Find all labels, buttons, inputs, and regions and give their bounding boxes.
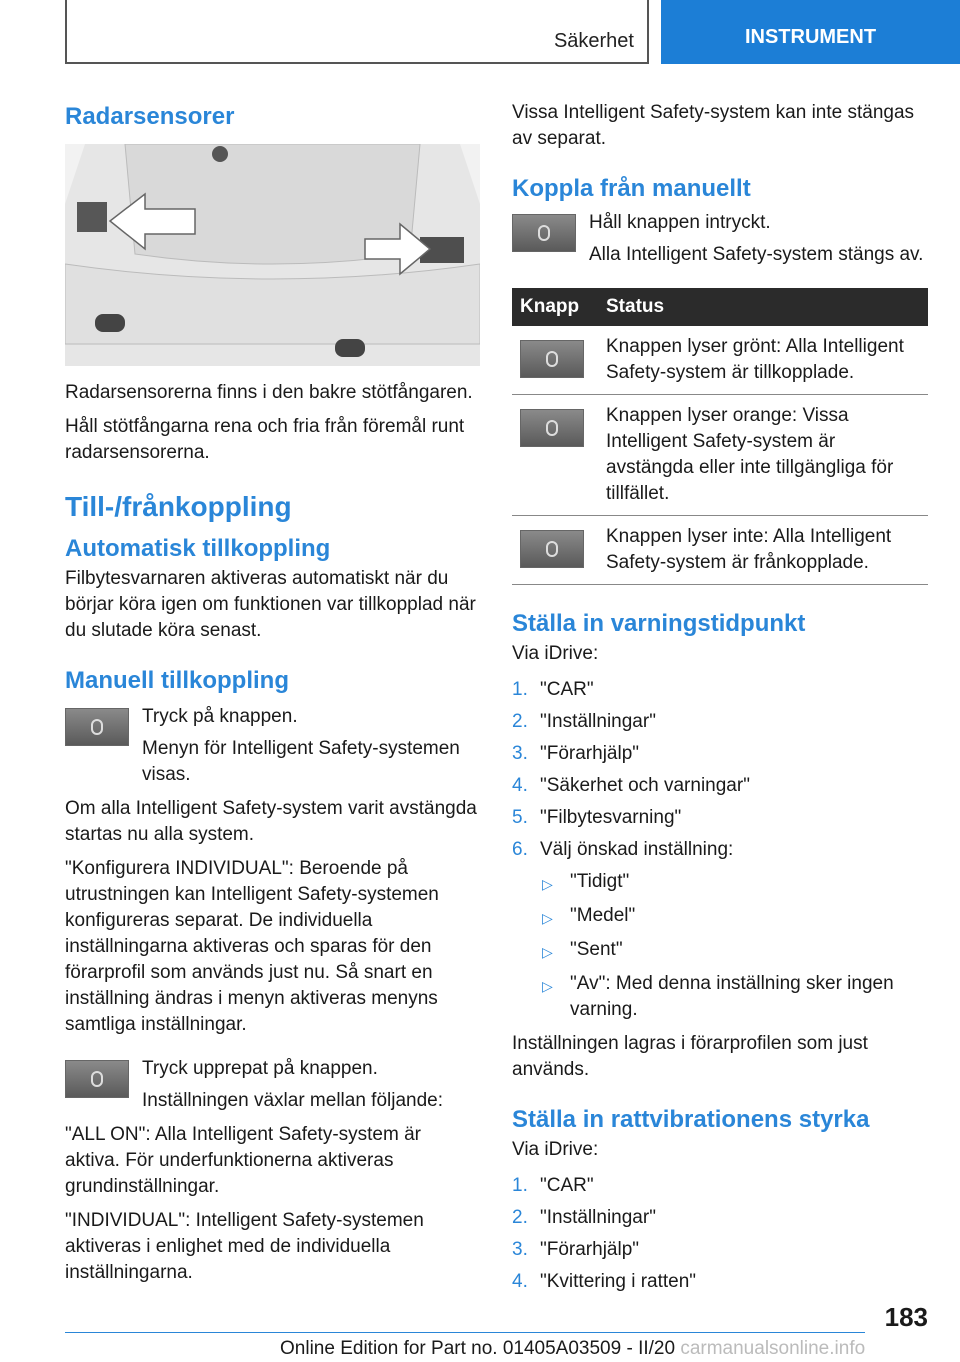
- list-item: 3. "Förarhjälp": [512, 1239, 640, 1260]
- heading-warning-time: Ställa in varningstidpunkt: [512, 610, 806, 637]
- page-number: 183: [884, 1302, 928, 1332]
- all-on-text: "ALL ON": Alla Intelligent Safety-system är aktiva. För underfunktionerna aktiveras grundinställningar.: [65, 1124, 421, 1197]
- triangle-bullet-icon: ▷: [542, 876, 553, 892]
- list-item: 5. "Filbytesvarning": [512, 807, 682, 828]
- heading-till-frankoppling: Till-/frånkoppling: [65, 491, 292, 522]
- list-item: ▷ "Av": Med denna inställning sker ingen varning.: [512, 971, 928, 1023]
- button-instruction-2: [65, 1056, 480, 1114]
- button-off-icon: [520, 530, 584, 568]
- list-item: 1. "CAR": [512, 1175, 594, 1196]
- status-table: [512, 288, 928, 585]
- off-line1: Håll knappen intryckt.: [589, 212, 771, 233]
- edition-text: Online Edition for Part no. 01405A03509 - II/20: [280, 1338, 676, 1359]
- via-idrive-2: Via iDrive:: [512, 1139, 599, 1160]
- list-item: 1. "CAR": [512, 679, 594, 700]
- triangle-bullet-icon: ▷: [542, 910, 553, 926]
- btn1-line1: Tryck på knappen.: [142, 706, 298, 727]
- triangle-bullet-icon: ▷: [542, 978, 553, 994]
- footer-edition: [280, 1338, 865, 1360]
- col-header-status: Status: [598, 288, 928, 326]
- list-item: 6. Välj önskad inställning:: [512, 839, 734, 860]
- all-off-text: Om alla Intelligent Safety-system varit avstängda startas nu alla system.: [65, 798, 477, 845]
- list-item: 4. "Kvittering i ratten": [512, 1271, 697, 1292]
- safety-button-icon: [512, 214, 576, 252]
- status-cell: Knappen lyser inte: Alla Intelligent Safety-system är frånkopplade.: [598, 516, 928, 585]
- steps-vibration: [512, 1173, 928, 1295]
- section-label: Säkerhet: [553, 30, 634, 52]
- col-header-button: Knapp: [512, 288, 598, 326]
- saved-text: Inställningen lagras i förarprofilen som just används.: [512, 1033, 868, 1080]
- button-instruction-1: [65, 704, 480, 788]
- watermark: carmanualsonline.info: [680, 1338, 866, 1359]
- heading-manual-off: Koppla från manuellt: [512, 175, 751, 202]
- btn2-line2: Inställningen växlar mellan följande:: [142, 1090, 444, 1111]
- radar-sensor-photo: [65, 144, 480, 366]
- table-row: [512, 395, 928, 516]
- btn2-line1: Tryck upprepat på knappen.: [142, 1058, 378, 1079]
- list-item: 3. "Förarhjälp": [512, 743, 640, 764]
- button-instruction-off: [512, 210, 928, 268]
- list-item: 2. "Inställningar": [512, 711, 656, 732]
- table-row: [512, 516, 928, 585]
- list-item: 2. "Inställningar": [512, 1207, 656, 1228]
- list-item: ▷ "Sent": [512, 937, 928, 965]
- heading-radar: Radarsensorer: [65, 103, 235, 130]
- chapter-tab[interactable]: INSTRUMENT: [661, 0, 960, 64]
- footer-divider: [65, 1332, 865, 1333]
- triangle-bullet-icon: ▷: [542, 944, 553, 960]
- individual-text: "INDIVIDUAL": Intelligent Safety-systemen aktiveras i enlighet med de individuella inställningarna.: [65, 1210, 424, 1283]
- table-row: [512, 326, 928, 395]
- button-orange-icon: [520, 409, 584, 447]
- button-green-icon: [520, 340, 584, 378]
- status-cell: Knappen lyser orange: Vissa Intelligent Safety-system är avstängda eller inte tillgängliga för tillfället.: [598, 395, 928, 516]
- config-text: "Konfigurera INDIVIDUAL": Beroende på utrustningen kan Intelligent Safety-systemen konfigureras separat. De individuella inställningarna aktiveras och sparas för den förarprofil som används just nu. Så snart en inställning ändras i menyn aktiveras menyns samtliga inställningar.: [65, 858, 439, 1035]
- heading-manual: Manuell tillkoppling: [65, 667, 289, 694]
- steps-warning: [512, 677, 928, 863]
- list-item: ▷ "Medel": [512, 903, 928, 931]
- radar-text-1: Radarsensorerna finns i den bakre stötfångaren.: [65, 382, 473, 403]
- off-line2: Alla Intelligent Safety-system stängs av.: [589, 244, 924, 265]
- radar-text-2: Håll stötfångarna rena och fria från föremål runt radarsensorerna.: [65, 416, 465, 463]
- via-idrive-1: Via iDrive:: [512, 643, 599, 664]
- auto-text: Filbytesvarnaren aktiveras automatiskt när du börjar köra igen om funktionen var tillkopplad när du slutade köra senast.: [65, 568, 476, 641]
- left-column: [65, 100, 480, 1286]
- list-item: ▷ "Tidigt": [512, 869, 928, 897]
- status-cell: Knappen lyser grönt: Alla Intelligent Safety-system är tillkopplade.: [598, 326, 928, 395]
- heading-vibration: Ställa in rattvibrationens styrka: [512, 1106, 870, 1133]
- list-item: 4. "Säkerhet och varningar": [512, 775, 750, 796]
- option-list: [512, 869, 928, 1023]
- btn1-line2: Menyn för Intelligent Safety-systemen visas.: [142, 738, 460, 785]
- safety-button-icon: [65, 1060, 129, 1098]
- safety-button-icon: [65, 708, 129, 746]
- heading-auto: Automatisk tillkoppling: [65, 535, 331, 562]
- right-column: [512, 100, 928, 1301]
- note-text: Vissa Intelligent Safety-system kan inte stängas av separat.: [512, 102, 915, 149]
